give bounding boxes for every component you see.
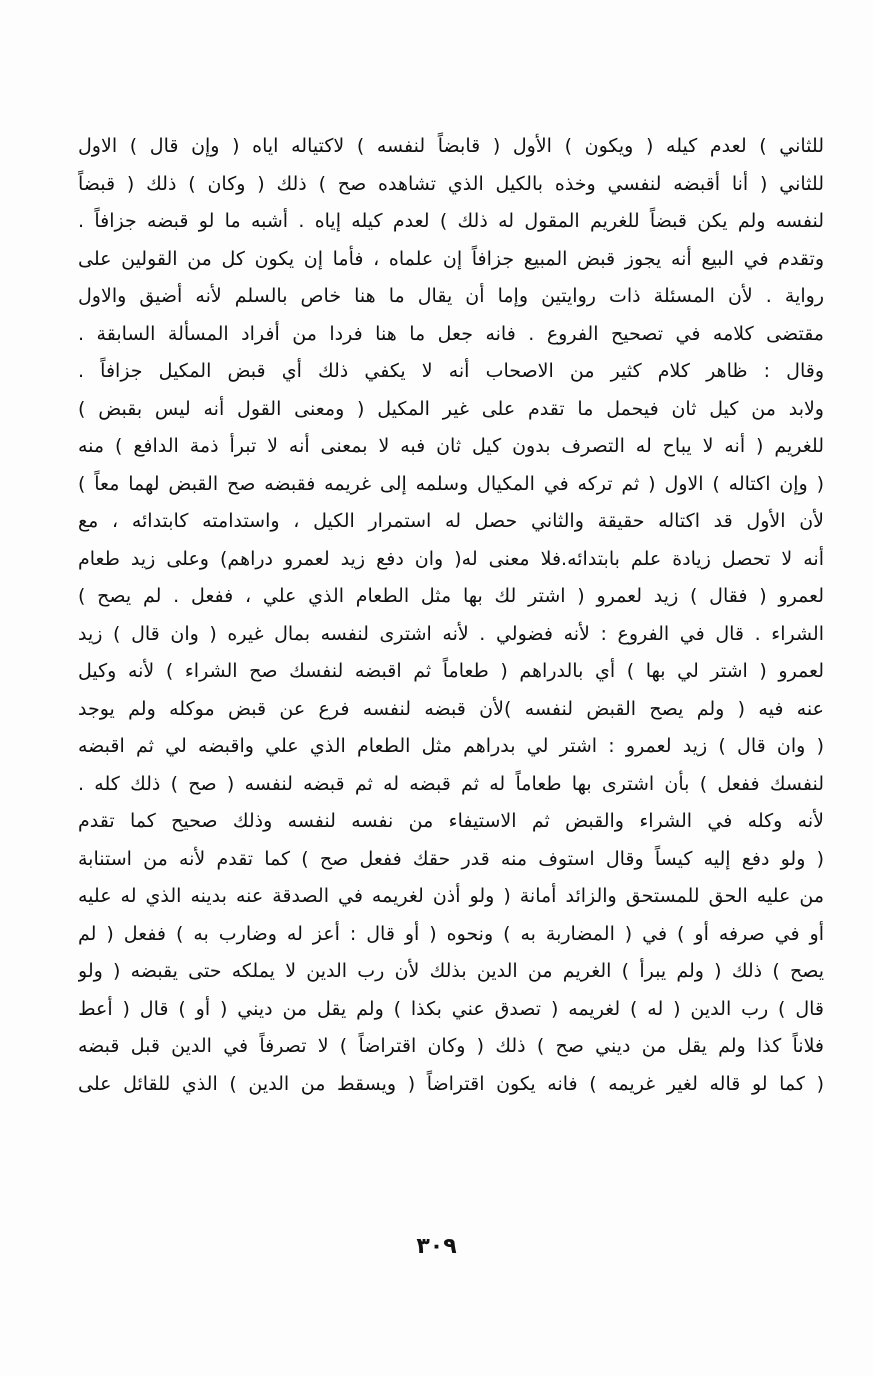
text-line-18: لنفسك ففعل ) بأن اشترى بها طعاماً له ثم قبضه له ثم قبضه لنفسه ( صح ) ذلك كله .	[78, 772, 824, 795]
text-line-4: وتقدم في البيع أنه يجوز قبض المبيع جزافاً إن علماه ، فأما إن يكون كل من القولين على	[78, 247, 824, 270]
text-line-22: أو في صرفه أو ) في ( المضاربة به ) ونحوه ( أو قال : أعز له وضارب به ) ففعل ( لم	[78, 922, 824, 945]
text-line-15: لعمرو ( اشتر لي بها ) أي بالدراهم ( طعاماً ثم اقبضه لنفسك صح الشراء ) لأنه وكيل	[78, 660, 824, 682]
text-line-17: ( وان قال ) زيد لعمرو : اشتر لي بدراهم مثل الطعام الذي علي واقبضه لي ثم اقبضه	[78, 735, 824, 757]
text-line-9: للغريم ( أنه لا يباح له التصرف بدون كيل ثان فبه لا بمعنى أنه لا تبرأ ذمة الدافع ) منه	[78, 435, 824, 457]
text-line-7: وقال : ظاهر كلام كثير من الاصحاب أنه لا يكفي ذلك أي قبض المكيل جزافاً .	[78, 360, 824, 382]
text-line-25: فلاناً كذا ولم يقل من ديني صح ) ذلك ( وكان اقتراضاً ) لا تصرفاً في الدين قبل قبضه	[78, 1035, 824, 1057]
text-line-1: للثاني ) لعدم كيله ( ويكون ) الأول ( قابضاً لنفسه ) لاكتياله اياه ( وإن قال ) الاول	[78, 135, 824, 157]
text-line-8: ولابد من كيل ثان فيحمل ما تقدم على غير المكيل ( ومعنى القول أنه ليس بقبض )	[78, 397, 824, 420]
text-line-11: لأن الأول قد اكتاله حقيقة والثاني حصل له استمرار الكيل ، واستدامته كابتدائه ، مع	[78, 510, 824, 532]
text-line-2: للثاني ( أنا أقبضه لنفسي وخذه بالكيل الذي تشاهده صح ) ذلك ( وكان ) ذلك ( قبضاً	[78, 172, 824, 195]
text-line-5: رواية . لأن المسئلة ذات روايتين وإما أن يقال ما هنا خاص بالسلم لأنه أضيق والاول	[78, 285, 824, 307]
text-line-26: ( كما لو قاله لغير غريمه ) فانه يكون اقتراضاً ( ويسقط من الدين ) الذي للقائل على	[78, 1072, 824, 1095]
text-line-6: مقتضى كلامه في تصحيح الفروع . فانه جعل ما هنا فردا من أفراد المسألة السابقة .	[78, 322, 824, 345]
page-number: ٣٠٩	[416, 1234, 457, 1259]
text-line-14: الشراء . قال في الفروع : لأنه فضولي . لأنه اشترى لنفسه بمال غيره ( وان قال ) زيد	[78, 622, 824, 645]
text-line-16: عنه فيه ( ولم يصح القبض لنفسه )لأن قبضه لنفسه فرع عن قبض موكله ولم يوجد	[78, 697, 824, 720]
text-line-10: ( وإن اكتاله ) الاول ( ثم تركه في المكيال وسلمه إلى غريمه فقبضه صح القبض لهما معاً )	[78, 472, 824, 495]
text-line-3: لنفسه ولم يكن قبضاً للغريم المقول له ذلك ) لعدم كيله إياه . أشبه ما لو قبضه جزافاً .	[78, 210, 824, 232]
text-line-13: لعمرو ( فقال ) زيد لعمرو ( اشتر لك بها مثل الطعام الذي علي ، ففعل . لم يصح )	[78, 585, 824, 607]
text-line-19: لأنه وكله في الشراء والقبض ثم الاستيفاء من نفسه لنفسه وذلك صحيح كما تقدم	[78, 810, 824, 832]
text-line-24: قال ) رب الدين ( له ) لغريمه ( تصدق عني بكذا ) ولم يقل من ديني ( أو ) قال ( أعط	[78, 997, 824, 1020]
text-line-12: أنه لا تحصل زيادة علم بابتدائه.فلا معنى له( وان دفع زيد لعمرو دراهم) وعلى زيد طعام	[78, 547, 824, 570]
text-line-21: من عليه الحق للمستحق والزائد أمانة ( ولو أذن لغريمه في الصدقة عنه بدينه الذي له عليه	[78, 885, 824, 907]
text-line-20: ( ولو دفع إليه كيساً وقال استوف منه قدر حقك ففعل صح ) كما تقدم لأنه من استنابة	[78, 847, 824, 870]
text-line-23: يصح ) ذلك ( ولم يبرأ ) الغريم من الدين بذلك لأن رب الدين لا يملكه حتى يقبضه ( ولو	[78, 960, 824, 982]
page-body-text	[78, 128, 824, 1103]
